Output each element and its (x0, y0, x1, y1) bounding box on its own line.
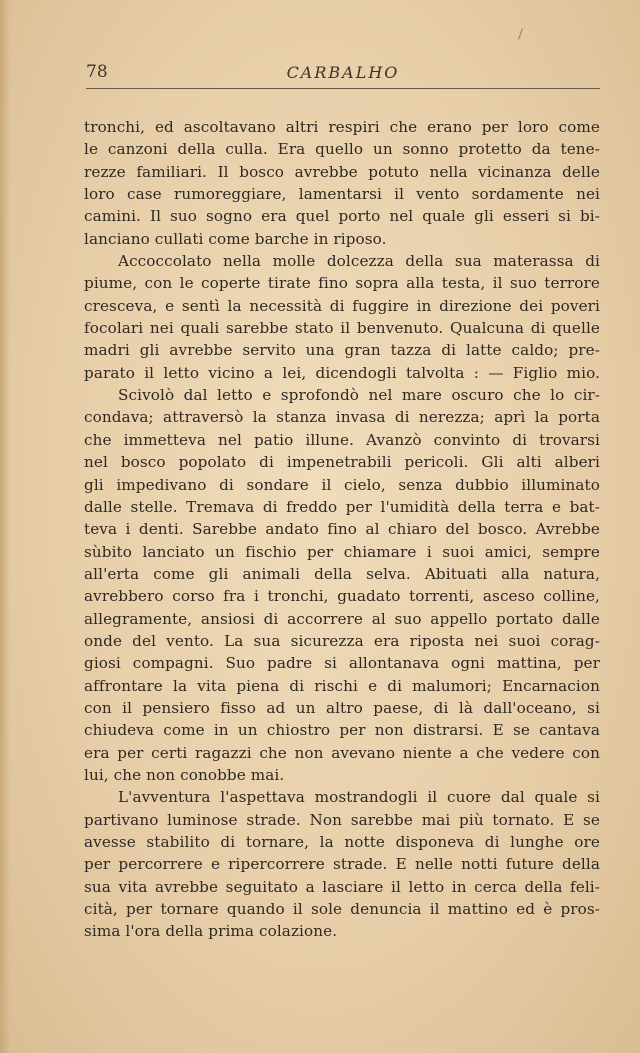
text-line: con il pensiero fisso ad un altro paese, di là dall'oceano, si (84, 698, 600, 717)
text-line: L'avventura l'aspettava mostrandogli il cuore dal quale si (118, 788, 600, 807)
text-line: era per certi ragazzi che non avevano niente a che vedere con (84, 743, 600, 762)
text-line: dalle stelle. Tremava di freddo per l'umidità della terra e bat- (84, 497, 600, 516)
text-line: giosi compagni. Suo padre si allontanava ogni mattina, per (84, 654, 600, 673)
page-number: 78 (86, 62, 108, 82)
text-line: focolari nei quali sarebbe stato il benvenuto. Qualcuna di quelle (84, 319, 600, 338)
text-line: camini. Il suo sogno era quel porto nel quale gli esseri si bi- (84, 207, 600, 226)
text-line: madri gli avrebbe servito una gran tazza di latte caldo; pre- (84, 341, 600, 360)
paragraph (84, 250, 600, 384)
text-line: sua vita avrebbe seguitato a lasciare il letto in cerca della feli- (84, 877, 600, 896)
text-line: lanciano cullati come barche in riposo. (84, 229, 387, 248)
text-line: piume, con le coperte tirate fino sopra alla testa, il suo terrore (84, 274, 600, 293)
pencil-mark (518, 28, 523, 40)
text-line: avesse stabilito di tornare, la notte disponeva di lunghe ore (84, 833, 600, 851)
text-line: loro case rumoreggiare, lamentarsi il vento sordamente nei (84, 185, 600, 204)
text-line: condava; attraversò la stanza invasa di nerezza; aprì la porta (84, 408, 600, 427)
text-line: chiudeva come in un chiostro per non distrarsi. E se cantava (84, 721, 600, 740)
text-line: per percorrere e ripercorrere strade. E nelle notti future della (84, 855, 600, 874)
text-line: Accoccolato nella molle dolcezza della sua materassa di (118, 252, 600, 271)
text-line: tronchi, ed ascoltavano altri respiri che erano per loro come (84, 118, 600, 136)
paragraph (84, 786, 600, 942)
page-header (86, 58, 600, 88)
running-title: CARBALHO (286, 63, 400, 82)
text-line: le canzoni della culla. Era quello un sonno protetto da tene- (84, 140, 600, 159)
text-line: rezze familiari. Il bosco avrebbe potuto nella vicinanza delle (84, 162, 600, 181)
text-line: parato il letto vicino a lei, dicendogli talvolta : — Figlio mio. (84, 363, 600, 382)
text-line: lui, che non conobbe mai. (84, 765, 285, 784)
text-line: partivano luminose strade. Non sarebbe mai più tornato. E se (84, 810, 600, 829)
text-line: che immetteva nel patio illune. Avanzò convinto di trovarsi (84, 430, 600, 449)
header-rule (86, 88, 600, 89)
text-line: sùbito lanciato un fischio per chiamare i suoi amici, sempre (84, 542, 600, 561)
text-line: sima l'ora della prima colazione. (84, 922, 338, 941)
page-edge-shadow (0, 0, 10, 1053)
text-line: gli impedivano di sondare il cielo, senza dubbio illuminato (84, 475, 600, 494)
text-line: cità, per tornare quando il sole denuncia il mattino ed è pros- (84, 900, 600, 919)
paragraph (84, 116, 600, 250)
paragraph (84, 384, 600, 786)
text-line: all'erta come gli animali della selva. Abituati alla natura, (84, 564, 600, 583)
text-line: Scivolò dal letto e sprofondò nel mare oscuro che lo cir- (118, 386, 600, 405)
text-line: nel bosco popolato di impenetrabili pericoli. Gli alti alberi (84, 453, 600, 472)
text-line: allegramente, ansiosi di accorrere al suo appello portato dalle (84, 609, 600, 628)
text-line: avrebbero corso fra i tronchi, guadato torrenti, asceso colline, (84, 587, 600, 606)
text-line: teva i denti. Sarebbe andato fino al chiaro del bosco. Avrebbe (84, 520, 600, 539)
body-text (84, 116, 600, 943)
text-line: onde del vento. La sua sicurezza era riposta nei suoi corag- (84, 631, 600, 650)
text-line: affrontare la vita piena di rischi e di malumori; Encarnacion (84, 676, 600, 695)
text-line: cresceva, e sentì la necessità di fuggire in direzione dei poveri (84, 296, 600, 315)
